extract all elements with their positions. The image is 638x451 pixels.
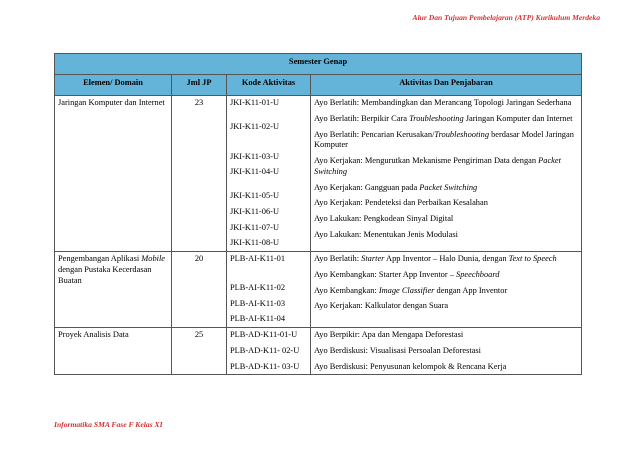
kode-item: JKI-K11-03-U [230, 151, 279, 161]
aktivitas-cell [311, 328, 582, 375]
aktivitas-cell [311, 252, 582, 328]
aktivitas-item: Ayo Kerjakan: Gangguan pada Packet Switching [314, 182, 478, 192]
atp-table [54, 53, 582, 375]
col-header-jml: Jml JP [172, 75, 227, 96]
aktivitas-item: Ayo Berdiskusi: Penyusunan kelompok & Rencana Kerja [314, 361, 507, 371]
jml-cell: 20 [172, 252, 227, 328]
jml-cell: 25 [172, 328, 227, 375]
aktivitas-item: Ayo Kerjakan: Pendeteksi dan Perbaikan Kesalahan [314, 198, 488, 208]
kode-item: PLB-AI-K11-03 [230, 298, 286, 308]
kode-item: JKI-K11-05-U [230, 191, 279, 200]
kode-item: PLB-AD-K11- 03-U [230, 361, 300, 371]
elemen-cell: Jaringan Komputer dan Internet [55, 96, 172, 252]
kode-item: PLB-AD-K11-01-U [230, 330, 298, 339]
kode-item: JKI-K11-06-U [230, 206, 279, 216]
aktivitas-item: Ayo Kerjakan: Mengurutkan Mekanisme Pengiriman Data dengan Packet Switching [314, 156, 561, 176]
jml-cell: 23 [172, 96, 227, 252]
col-header-kode: Kode Aktivitas [227, 75, 311, 96]
kode-cell [227, 252, 311, 328]
aktivitas-item: Ayo Berlatih: Berpikir Cara Troubleshooting Jaringan Komputer dan Internet [314, 113, 573, 123]
semester-header: Semester Genap [55, 54, 582, 75]
aktivitas-item: Ayo Berlatih: Membandingkan dan Merancang Topologi Jaringan Sederhana [314, 98, 572, 107]
table-row [55, 328, 582, 375]
kode-item: JKI-K11-07-U [230, 222, 279, 232]
kode-cell [227, 96, 311, 252]
elemen-text: dengan Pustaka Kecerdasan Buatan [58, 264, 152, 285]
aktivitas-item: Ayo Lakukan: Pengkodean Sinyal Digital [314, 214, 454, 223]
aktivitas-item: Ayo Berlatih: Starter App Inventor – Halo Dunia, dengan Text to Speech [314, 254, 557, 263]
aktivitas-item: Ayo Kembangkan: Image Classifier dengan App Inventor [314, 285, 508, 295]
aktivitas-item: Ayo Kembangkan: Starter App Inventor – Speechboard [314, 269, 500, 279]
table-row [55, 96, 582, 252]
semester-row [55, 54, 582, 75]
table-row [55, 252, 582, 328]
col-header-elemen: Elemen/ Domain [55, 75, 172, 96]
elemen-text-italic: Mobile [141, 254, 166, 263]
elemen-cell [55, 252, 172, 328]
aktivitas-item: Ayo Berlatih: Pencarian Kerusakan/Troubleshooting berdasar Model Jaringan Komputer [314, 129, 574, 150]
aktivitas-item: Ayo Berdiskusi: Visualisasi Persoalan Deforestasi [314, 345, 481, 355]
kode-item: PLB-AI-K11-02 [230, 282, 286, 292]
column-header-row [55, 75, 582, 96]
kode-item: PLB-AD-K11- 02-U [230, 345, 300, 355]
kode-item: JKI-K11-04-U [230, 167, 279, 177]
kode-item: JKI-K11-08-U [230, 238, 279, 248]
header-title: Alur Dan Tujuan Pembelajaran (ATP) Kurikulum Merdeka [412, 13, 600, 22]
elemen-text: Pengembangan Aplikasi [58, 254, 142, 263]
col-header-aktivitas: Aktivitas Dan Penjabaran [311, 75, 582, 96]
kode-item: JKI-K11-01-U [230, 98, 279, 107]
aktivitas-item: Ayo Lakukan: Menentukan Jenis Modulasi [314, 229, 458, 239]
kode-item: PLB-AI-K11-04 [230, 314, 286, 324]
kode-cell [227, 328, 311, 375]
aktivitas-cell [311, 96, 582, 252]
aktivitas-item: Ayo Berpikir: Apa dan Mengapa Deforestasi [314, 330, 464, 339]
footer-title: Informatika SMA Fase F Kelas XI [54, 420, 163, 429]
kode-item: PLB-AI-K11-01 [230, 254, 286, 263]
elemen-cell: Proyek Analisis Data [55, 328, 172, 375]
aktivitas-item: Ayo Kerjakan: Kalkulator dengan Suara [314, 301, 449, 311]
kode-item: JKI-K11-02-U [230, 121, 279, 131]
